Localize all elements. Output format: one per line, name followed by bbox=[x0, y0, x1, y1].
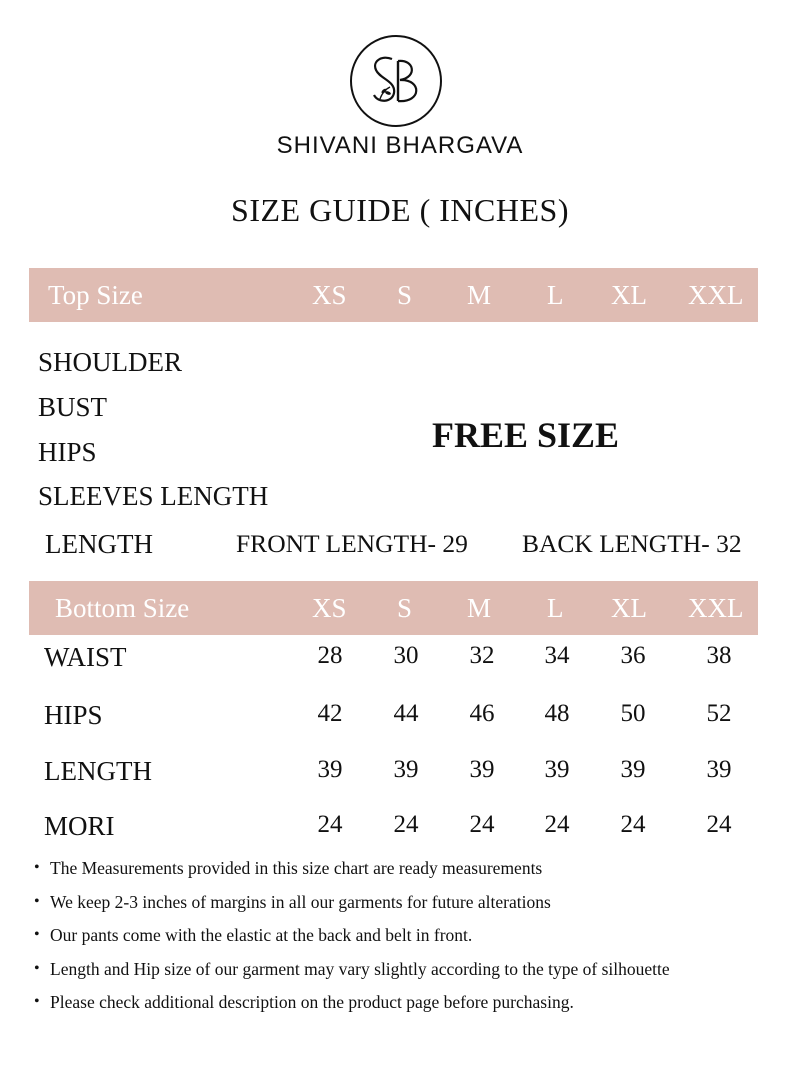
mori-xl: 24 bbox=[620, 811, 646, 838]
page-title: SIZE GUIDE ( INCHES) bbox=[231, 192, 569, 228]
top-size-xs: XS bbox=[312, 280, 347, 310]
length-m: 39 bbox=[469, 756, 495, 783]
waist-l: 34 bbox=[544, 642, 570, 669]
mori-l: 24 bbox=[544, 811, 570, 838]
top-size-header-label: Top Size bbox=[48, 280, 143, 310]
table-row bbox=[0, 640, 800, 680]
length-l: 39 bbox=[544, 756, 570, 783]
row-label-length-bottom: LENGTH bbox=[44, 756, 152, 786]
list-item: • Please check additional description on the product page before purchasing. bbox=[34, 990, 794, 1024]
monogram-icon bbox=[352, 37, 440, 125]
hips-s: 44 bbox=[393, 700, 419, 727]
bottom-size-l: L bbox=[547, 593, 564, 623]
top-size-xxl: XXL bbox=[688, 280, 744, 310]
table-row bbox=[0, 698, 800, 738]
hips-l: 48 bbox=[544, 700, 570, 727]
free-size-note: FREE SIZE bbox=[432, 415, 620, 455]
mori-xs: 24 bbox=[317, 811, 343, 838]
mori-xxl: 24 bbox=[706, 811, 732, 838]
waist-xxl: 38 bbox=[706, 642, 732, 669]
bottom-size-xs: XS bbox=[312, 593, 347, 623]
mori-m: 24 bbox=[469, 811, 495, 838]
length-xxl: 39 bbox=[706, 756, 732, 783]
waist-xs: 28 bbox=[317, 642, 343, 669]
row-label-waist: WAIST bbox=[44, 642, 127, 672]
table-row bbox=[0, 809, 800, 849]
list-item: • We keep 2-3 inches of margins in all our garments for future alterations bbox=[34, 890, 794, 924]
list-item: • The Measurements provided in this size chart are ready measurements bbox=[34, 856, 794, 890]
top-size-m: M bbox=[467, 280, 492, 310]
row-label-sleeves-length: SLEEVES LENGTH bbox=[38, 481, 269, 511]
top-size-s: S bbox=[397, 280, 413, 310]
top-size-l: L bbox=[547, 280, 564, 310]
waist-xl: 36 bbox=[620, 642, 646, 669]
back-length: BACK LENGTH- 32 bbox=[522, 529, 742, 558]
top-size-header bbox=[29, 268, 758, 322]
hips-xl: 50 bbox=[620, 700, 646, 727]
bottom-size-m: M bbox=[467, 593, 492, 623]
length-xs: 39 bbox=[317, 756, 343, 783]
bottom-size-header-label: Bottom Size bbox=[55, 593, 190, 623]
bottom-size-s: S bbox=[397, 593, 413, 623]
top-size-xl: XL bbox=[611, 280, 647, 310]
brand-name: SHIVANI BHARGAVA bbox=[276, 132, 524, 159]
waist-m: 32 bbox=[469, 642, 495, 669]
hips-xs: 42 bbox=[317, 700, 343, 727]
row-label-shoulder: SHOULDER bbox=[38, 347, 183, 377]
row-label-bust: BUST bbox=[38, 392, 108, 422]
bottom-size-header bbox=[29, 581, 758, 635]
length-s: 39 bbox=[393, 756, 419, 783]
table-row bbox=[0, 754, 800, 794]
list-item: • Our pants come with the elastic at the back and belt in front. bbox=[34, 923, 794, 957]
list-item: • Length and Hip size of our garment may vary slightly according to the type of silhouette bbox=[34, 957, 794, 991]
row-label-hips-bottom: HIPS bbox=[44, 700, 103, 730]
front-length: FRONT LENGTH- 29 bbox=[236, 529, 468, 558]
hips-m: 46 bbox=[469, 700, 495, 727]
mori-s: 24 bbox=[393, 811, 419, 838]
row-label-length: LENGTH bbox=[45, 529, 153, 559]
row-label-hips: HIPS bbox=[38, 437, 97, 467]
row-label-mori: MORI bbox=[44, 811, 115, 841]
hips-xxl: 52 bbox=[706, 700, 732, 727]
notes-list bbox=[34, 856, 794, 1024]
brand-logo bbox=[350, 35, 442, 127]
bottom-size-xxl: XXL bbox=[688, 593, 744, 623]
bottom-size-xl: XL bbox=[611, 593, 647, 623]
length-xl: 39 bbox=[620, 756, 646, 783]
waist-s: 30 bbox=[393, 642, 419, 669]
